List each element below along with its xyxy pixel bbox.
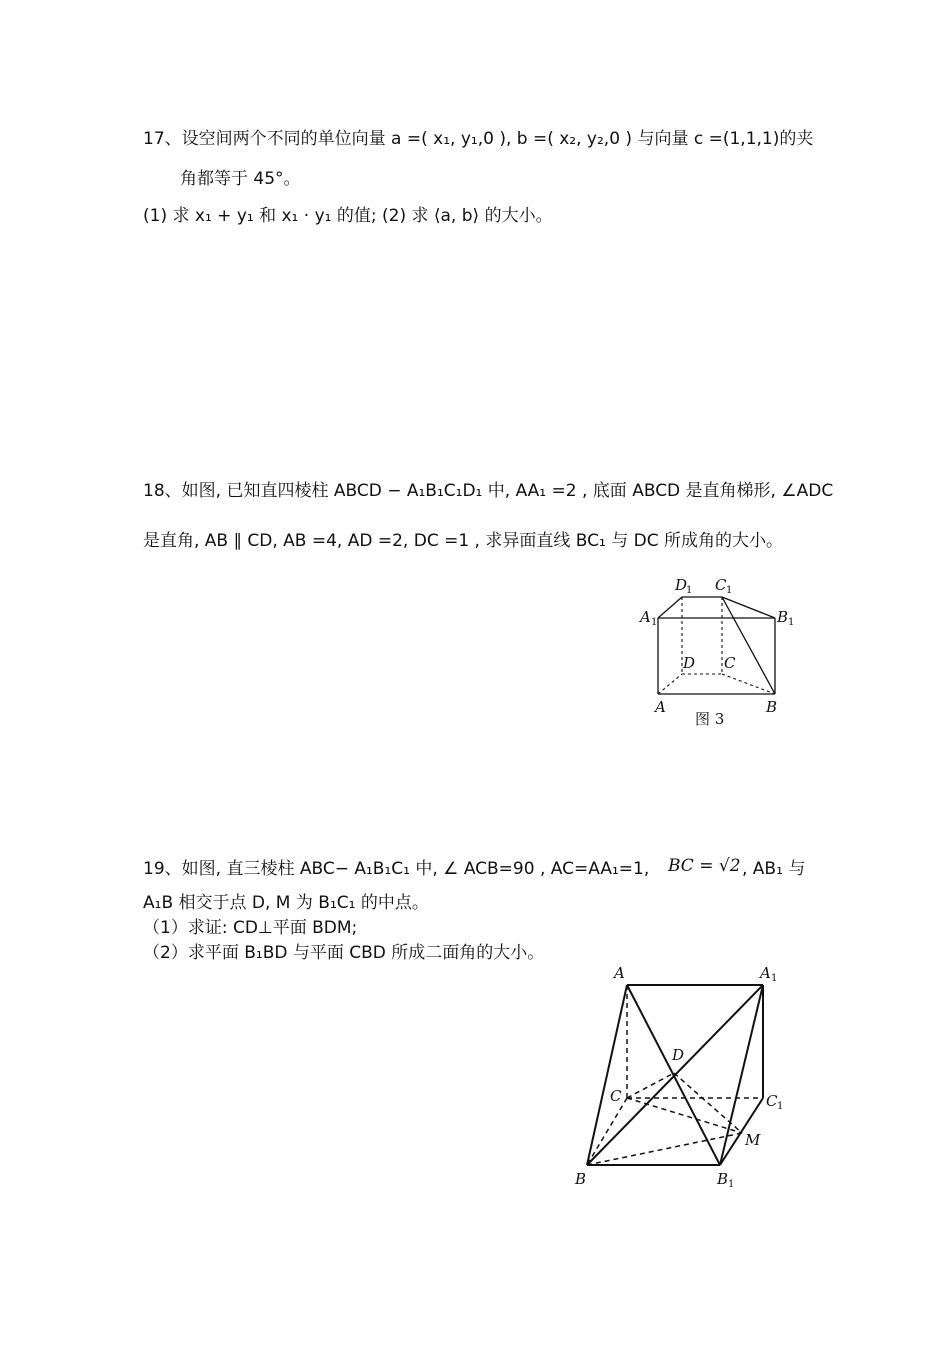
q18-line-2: 是直角, AB ∥ CD, AB =4, AD =2, DC =1 , 求异面直线 BC₁ 与 DC 所成角的大小。 (143, 531, 783, 551)
q18-prism-figure (630, 570, 805, 730)
q18-line-1: 18、如图, 已知直四棱柱 ABCD − A₁B₁C₁D₁ 中, AA₁ =2 , 底面 ABCD 是直角梯形, ∠ADC (143, 481, 834, 501)
q19-label-c1: C (766, 1092, 778, 1110)
q19-bc-formula: BC = √2 (668, 856, 741, 876)
q19-label-b1-sub: 1 (728, 1179, 735, 1190)
q19-label-d: D (672, 1046, 685, 1064)
q18-figure-caption: 图 3 (695, 710, 725, 728)
q19-label-c: C (610, 1087, 622, 1105)
q17-line-1: 17、设空间两个不同的单位向量 a =( x₁, y₁,0 ), b =( x₂, y₂,0 ) 与向量 c =(1,1,1)的夹 (143, 129, 814, 149)
q19-label-c1-sub: 1 (777, 1101, 784, 1112)
q18-label-b1: B (777, 608, 789, 626)
q19-prism-figure (570, 960, 790, 1190)
q19-line-2: A₁B 相交于点 D, M 为 B₁C₁ 的中点。 (143, 893, 429, 913)
q18-label-a: A (655, 698, 666, 716)
q18-label-c1-sub: 1 (726, 585, 733, 596)
q18-label-b1-sub: 1 (788, 617, 795, 628)
q19-label-b1: B (717, 1170, 729, 1188)
q18-label-a1: A (640, 608, 651, 626)
q18-label-d1: D (675, 576, 688, 594)
q18-label-b: B (766, 698, 778, 716)
q18-label-d1-sub: 1 (686, 585, 693, 596)
q19-line-4: （2）求平面 B₁BD 与平面 CBD 所成二面角的大小。 (143, 943, 545, 963)
q19-line-1-tail: , AB₁ 与 (742, 859, 806, 879)
q19-label-a1-sub: 1 (771, 973, 778, 984)
q19-line-1: 19、如图, 直三棱柱 ABC− A₁B₁C₁ 中, ∠ ACB=90 , AC=AA₁=1, (143, 859, 650, 879)
q19-label-m: M (745, 1131, 761, 1149)
q18-label-c1: C (715, 576, 727, 594)
q18-label-c: C (724, 654, 736, 672)
q19-label-b: B (575, 1170, 587, 1188)
q19-label-a1: A (760, 964, 771, 982)
q19-label-a: A (614, 964, 625, 982)
q19-line-3: （1）求证: CD⊥平面 BDM; (143, 918, 358, 938)
q17-line-3: (1) 求 x₁ + y₁ 和 x₁ · y₁ 的值; (2) 求 ⟨a, b⟩ 的大小。 (143, 206, 553, 226)
q17-line-2: 角都等于 45°。 (180, 169, 301, 189)
q18-label-d: D (683, 654, 696, 672)
q18-label-a1-sub: 1 (651, 617, 658, 628)
